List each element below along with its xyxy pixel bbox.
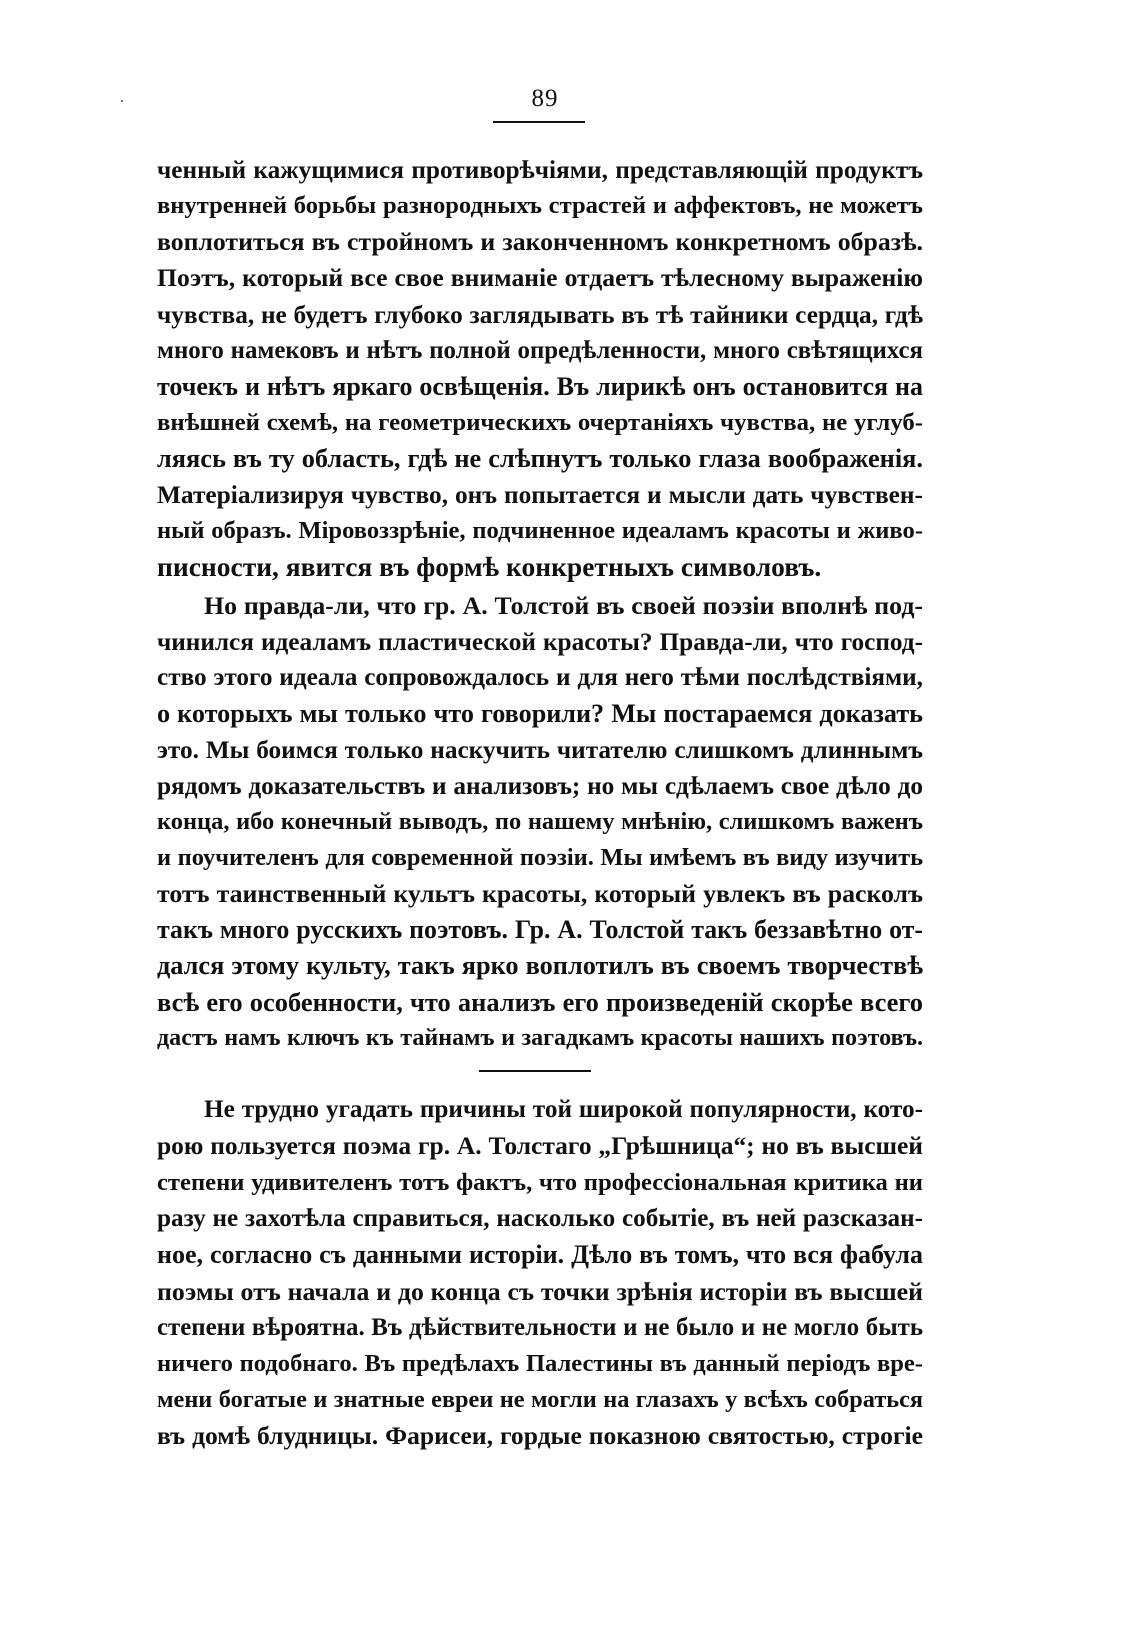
text-line: степени вѣроятна. Въ дѣйствительности и не было и не могло быть (157, 1314, 923, 1341)
text-line: поэмы отъ начала и до конца съ точки зрѣнія исторіи въ высшей (157, 1277, 923, 1306)
text-line: Не трудно угадать причины той широкой популярности, кото- (204, 1096, 923, 1123)
text-line: рою пользуется поэма гр. А. Толстаго „Грѣшница“; но въ высшей (157, 1131, 923, 1160)
text-line: тотъ таинственный культъ красоты, который увлекъ въ расколъ (157, 879, 923, 908)
text-line: ченный кажущимися противорѣчіями, представляющій продуктъ (157, 156, 923, 184)
text-line: точекъ и нѣтъ яркаго освѣщенія. Въ лирикѣ онъ остановится на (157, 372, 923, 401)
text-line: Поэтъ, который все свое вниманіе отдаетъ тѣлесному выраженію (157, 263, 923, 292)
scan-speck (121, 100, 123, 102)
text-line: Но правда-ли, что гр. А. Толстой въ своей поэзіи вполнѣ под- (204, 591, 923, 620)
text-line: дастъ намъ ключъ къ тайнамъ и загадкамъ красоты нашихъ поэтовъ. (157, 1025, 923, 1051)
text-line: и поучителенъ для современной поэзіи. Мы имѣемъ въ виду изучить (157, 844, 923, 871)
text-line: конца, ибо конечный выводъ, по нашему мнѣнію, слишкомъ важенъ (157, 808, 923, 835)
text-line: ничего подобнаго. Въ предѣлахъ Палестины въ данный періодъ вре- (157, 1350, 923, 1377)
text-line: степени удивителенъ тотъ фактъ, что профессіональная критика ни (157, 1169, 923, 1196)
text-line: всѣ его особенности, что анализъ его произведеній скорѣе всего (157, 987, 923, 1017)
text-line: мени богатые и знатные евреи не могли на глазахъ у всѣхъ собраться (157, 1386, 923, 1413)
text-line: писности, явится въ формѣ конкретныхъ символовъ. (157, 551, 822, 582)
text-line: разу не захотѣла справиться, насколько событіе, въ ней разсказан- (157, 1205, 923, 1232)
text-line: ство этого идеала сопровождалось и для него тѣми послѣдствіями, (157, 664, 923, 691)
text-line (157, 1454, 923, 1490)
text-line: въ домѣ блудницы. Фарисеи, гордые показною святостью, строгіе (157, 1421, 923, 1450)
text-line: ный образъ. Міровоззрѣніе, подчиненное идеаламъ красоты и живо- (157, 517, 923, 544)
page-number: 89 (531, 85, 559, 112)
text-line: это. Мы боимся только наскучить читателю слишкомъ длиннымъ (157, 736, 923, 764)
text-line: о которыхъ мы только что говорили? Мы постараемся доказать (157, 699, 923, 728)
text-line: чинился идеаламъ пластической красоты? Правда-ли, что господ- (157, 628, 923, 656)
text-line: внѣшней схемѣ, на геометрическихъ очертаніяхъ чувства, не углуб- (157, 409, 923, 436)
text-line: такъ много русскихъ поэтовъ. Гр. А. Толстой такъ беззавѣтно от- (157, 915, 923, 944)
section-divider (479, 1070, 591, 1072)
text-line: много намековъ и нѣтъ полной опредѣленности, много свѣтящихся (157, 337, 923, 364)
text-line: внутренней борьбы разнородныхъ страстей и аффектовъ, не можетъ (157, 192, 923, 219)
page-number-underline (493, 121, 585, 123)
text-line: дался этому культу, такъ ярко воплотилъ въ своемъ творчествѣ (157, 951, 923, 980)
text-line: ное, согласно съ данными исторіи. Дѣло въ томъ, что вся фабула (157, 1240, 923, 1269)
text-line: ляясь въ ту область, гдѣ не слѣпнутъ только глаза воображенія. (157, 444, 923, 473)
text-line: Матеріализируя чувство, онъ попытается и мысли дать чувствен- (157, 481, 923, 509)
text-line: чувства, не будетъ глубоко заглядывать въ тѣ тайники сердца, гдѣ (157, 301, 923, 329)
text-line: рядомъ доказательствъ и анализовъ; но мы сдѣлаемъ свое дѣло до (157, 772, 923, 800)
text-line: воплотиться въ стройномъ и законченномъ конкретномъ образѣ. (157, 227, 923, 256)
